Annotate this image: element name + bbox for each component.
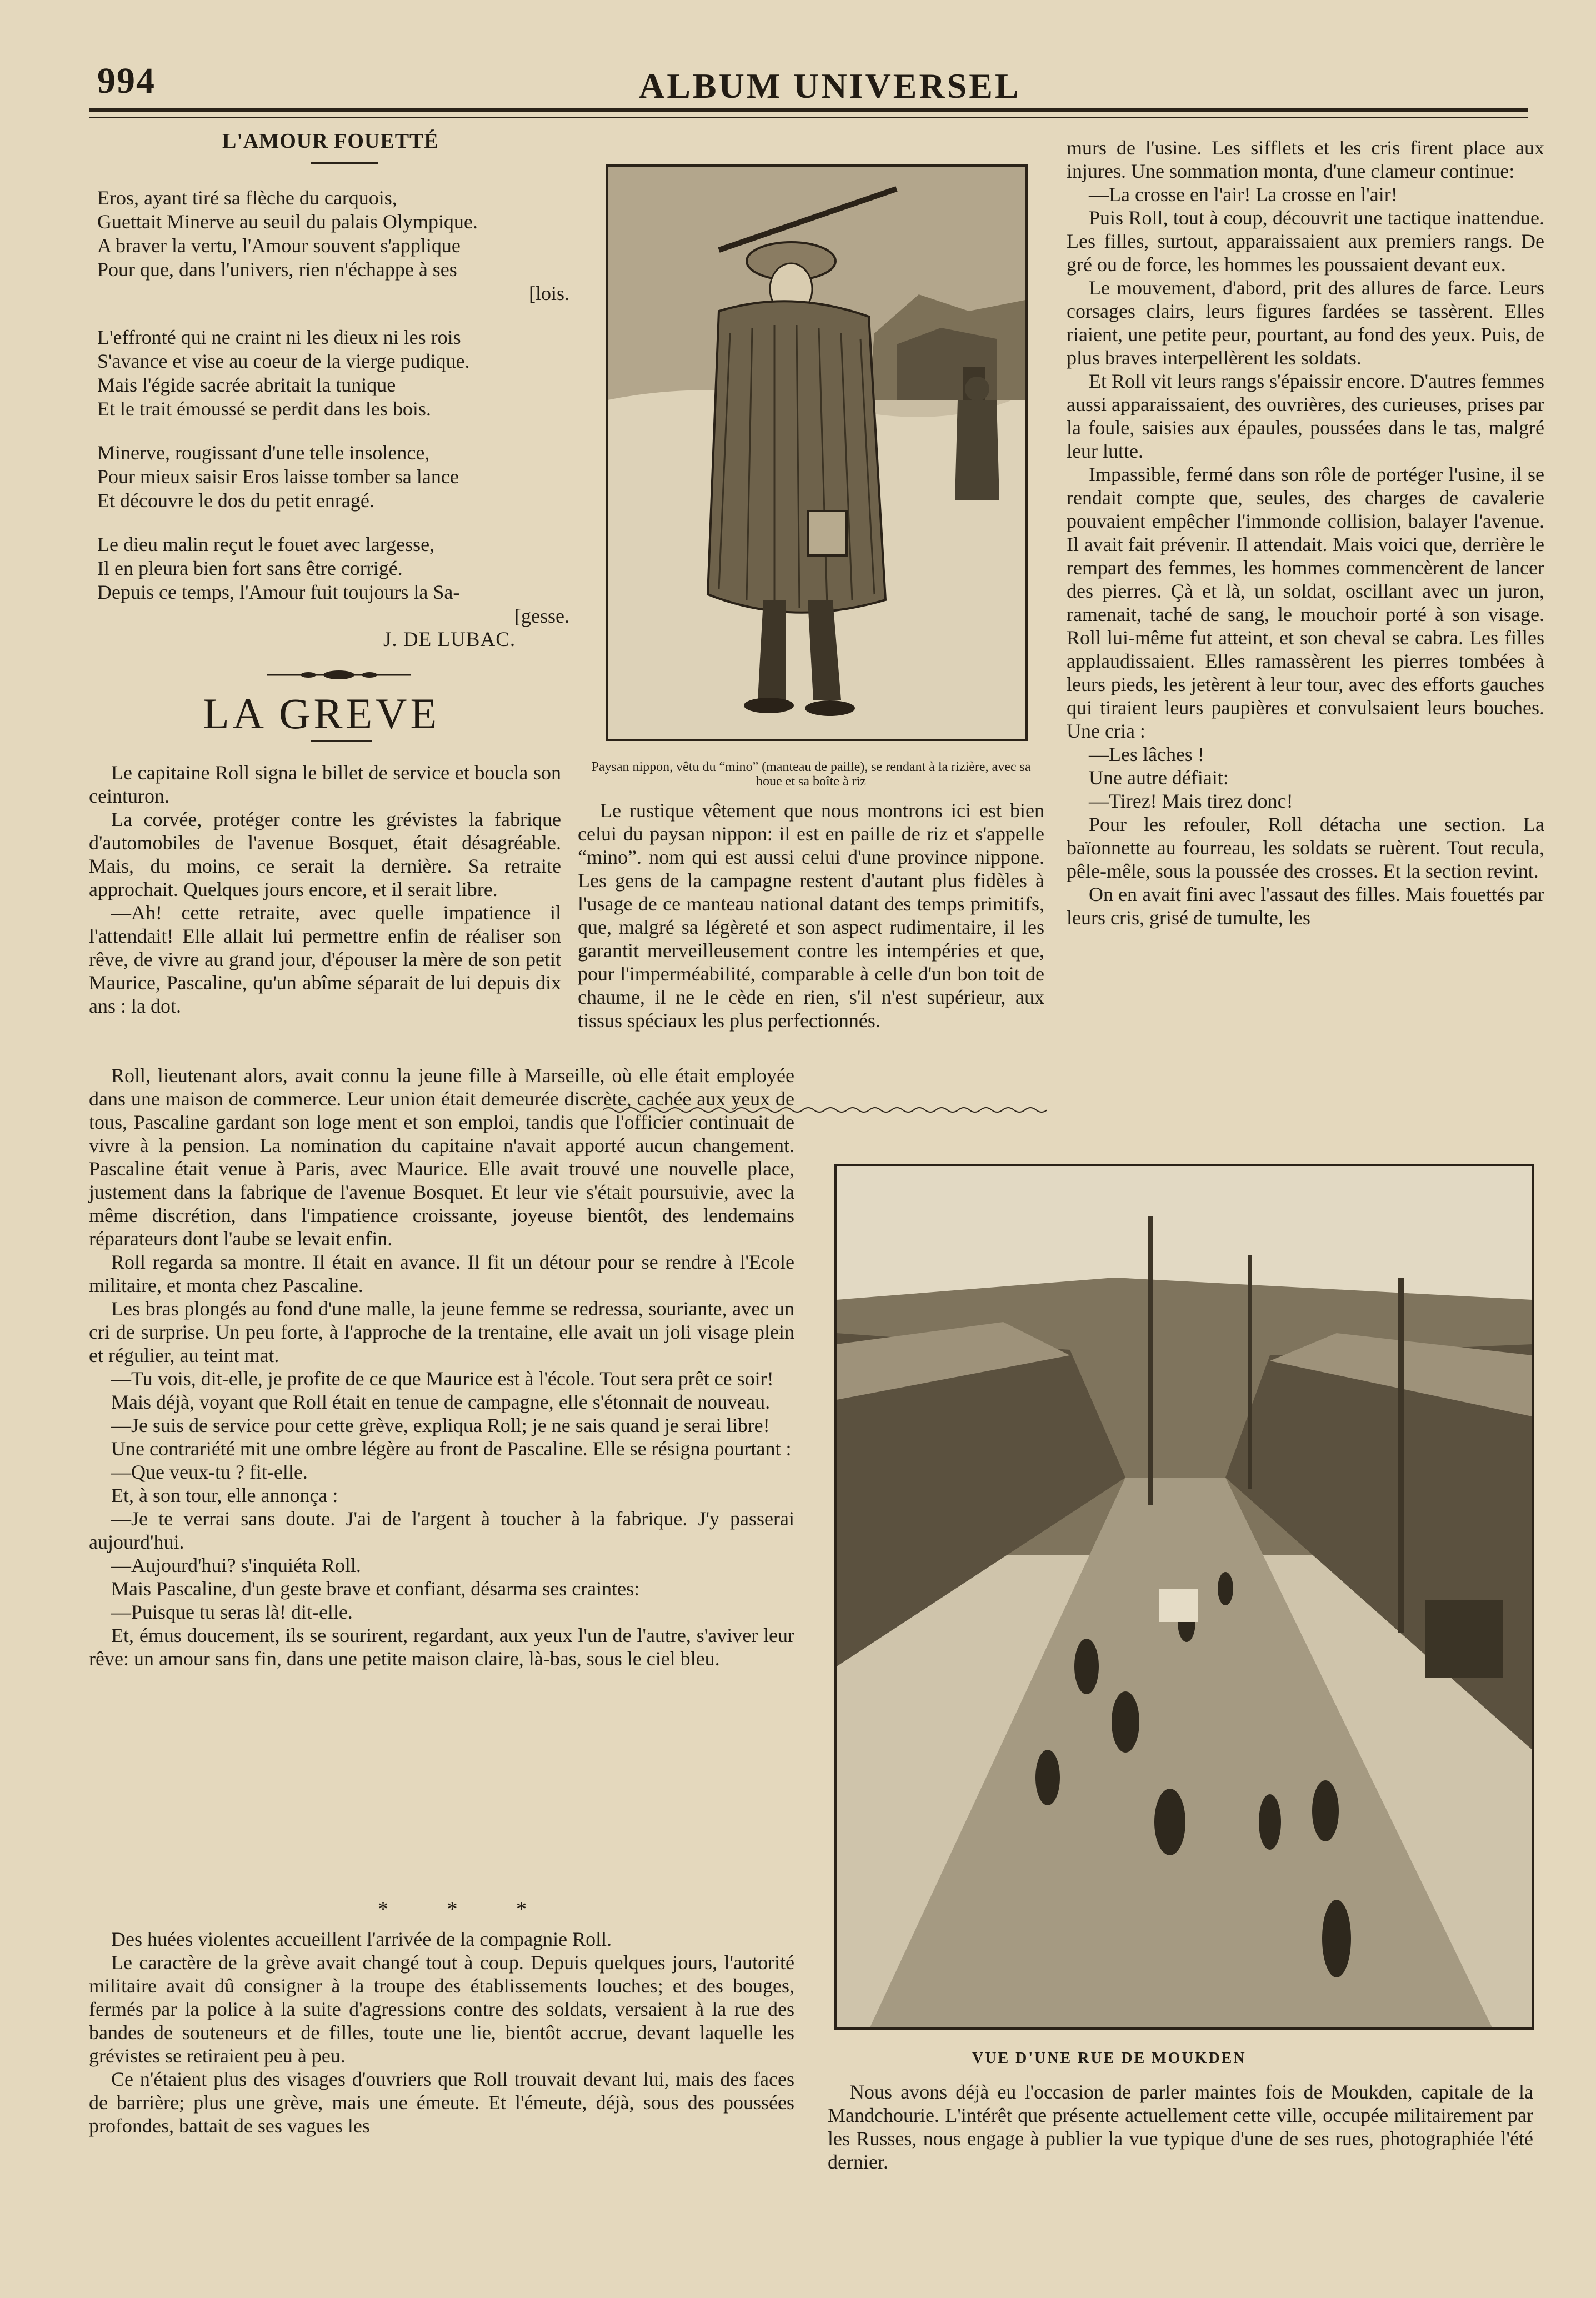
poem-author: J. DE LUBAC. <box>383 628 516 651</box>
paragraph: Le caractère de la grève avait changé tout à coup. Depuis quelques jours, l'autorité militaire avait dû consigner à la troupe des établissements louches; et des bouges, fermés par la police à la suite d'agressions contre des soldats, versaient à la rue des bandes de souteneurs et de filles, toute une lie, bientôt accrue, devant laquelle les grévistes se retiraient peu à peu. <box>89 1951 794 2067</box>
paragraph: —Tu vois, dit-elle, je profite de ce que Maurice est à l'école. Tout sera prêt ce soir! <box>111 1368 774 1390</box>
poem-line: Il en pleura bien fort sans être corrigé. <box>97 557 403 579</box>
poem-title-rule <box>311 162 378 164</box>
poem-line: Et découvre le dos du petit enragé. <box>97 489 374 512</box>
story-title: LA GREVE <box>203 689 441 738</box>
paragraph: —Je te verrai sans doute. J'ai de l'argent à toucher à la fabrique. J'y passerai aujourd'hui. <box>89 1508 794 1553</box>
paragraph: Et, à son tour, elle annonça : <box>111 1484 338 1506</box>
section-separator: * * * <box>378 1898 553 1921</box>
moukden-street-photo <box>834 1164 1534 2030</box>
poem-stanza <box>97 533 569 628</box>
paragraph: Des huées violentes accueillent l'arrivée de la compagnie Roll. <box>111 1928 612 1950</box>
paragraph: Et Roll vit leurs rangs s'épaissir encore. D'autres femmes aussi apparaissaient, des ouvrières, des curieuses, prises par la foule, saisies aux épaules, poussées dans le tas, malgré leur lutte. <box>1067 370 1544 462</box>
paragraph: —La crosse en l'air! La crosse en l'air! <box>1089 183 1398 206</box>
paragraph: Et, émus doucement, ils se sourirent, regardant, aux yeux l'un de l'autre, s'aviver leur rêve: un amour sans fin, dans une petite maison claire, là-bas, sous le ciel bleu. <box>89 1624 794 1670</box>
poem-stanza <box>97 441 569 513</box>
paragraph: Une autre défiait: <box>1089 767 1229 789</box>
peasant-drawing <box>608 167 1025 739</box>
poem-line: Le dieu malin reçut le fouet avec largesse, <box>97 533 435 555</box>
poem-line: L'effronté qui ne craint ni les dieux ni les rois <box>97 326 461 348</box>
poem-line: S'avance et vise au coeur de la vierge pudique. <box>97 350 470 372</box>
paragraph: On en avait fini avec l'assaut des filles. Mais fouettés par leurs cris, grisé de tumulte, les <box>1067 883 1544 929</box>
poem-line: Et le trait émoussé se perdit dans les bois. <box>97 398 431 420</box>
poem-line: Eros, ayant tiré sa flèche du carquois, <box>97 187 397 209</box>
poem-line: Minerve, rougissant d'une telle insolence, <box>97 442 430 464</box>
poem-line: Guettait Minerve au seuil du palais Olympique. <box>97 211 478 233</box>
paragraph: Roll, lieutenant alors, avait connu la jeune fille à Marseille, où elle était employée dans une maison de commerce. Leur union était demeurée discrète, cachée aux yeux de tous, Pascaline gardant son loge ment et son emploi, tandis que l'officier continuait de vivre à la pension. La nomination du capitaine n'avait apporté aucun changement. Pascaline était venue à Paris, avec Maurice. Elle avait trouvé une nouvelle place, justement dans la fabrique de l'avenue Bosquet. Et leur vie s'était poursuivie, avec la même discrétion, dans l'impatience croissante, joyeuse bientôt, des lendemains réparateurs dont l'aube se levait enfin. <box>89 1064 794 1250</box>
poem-title: L'AMOUR FOUETTÉ <box>222 129 439 153</box>
moukden-street-drawing <box>837 1166 1532 2027</box>
paragraph: Mais déjà, voyant que Roll était en tenue de campagne, elle s'étonnait de nouveau. <box>111 1391 771 1413</box>
poem-line: Pour mieux saisir Eros laisse tomber sa lance <box>97 465 459 488</box>
peasant-illustration <box>606 164 1028 741</box>
paragraph: —Je suis de service pour cette grève, expliqua Roll; je ne sais quand je serai libre! <box>111 1414 770 1436</box>
paragraph: —Aujourd'hui? s'inquiéta Roll. <box>111 1554 361 1576</box>
paragraph: —Que veux-tu ? fit-elle. <box>111 1461 308 1483</box>
peasant-caption: Paysan nippon, vêtu du “mino” (manteau de paille), se rendant à la rizière, avec sa houe et sa boîte à riz <box>591 760 1031 789</box>
paragraph: Puis Roll, tout à coup, découvrit une tactique inattendue. Les filles, surtout, apparaissaient aux premiers rangs. De gré ou de force, les hommes les poussaient devant eux. <box>1067 207 1544 276</box>
paragraph: murs de l'usine. Les sifflets et les cris firent place aux injures. Une sommation monta, d'une clameur continue: <box>1067 137 1544 182</box>
story-column-1-cont <box>89 1064 794 1670</box>
paragraph: Pour les refouler, Roll détacha une section. La baïonnette au fourreau, les soldats se ruèrent. Tout recula, pêle-mêle, sous la poussée des crosses. Et la section revint. <box>1067 813 1544 882</box>
paragraph: Le rustique vêtement que nous montrons ici est bien celui du paysan nippon: il est en paille de riz et s'appelle “mino”. nom qui est aussi celui d'une province nippone. Les gens de la campagne restent d'autant plus fidèles à l'usage de ce manteau national datant des temps primitifs, que, malgré sa légèreté et son aspect rudimentaire, il les garantit merveilleusement contre les intempéries et que, pour l'imperméabilité, comparable à celle d'un bon toit de chaume, il ne le cède en rien, s'il n'est supérieur, aux tissus spéciaux les plus perfectionnés. <box>578 799 1044 1032</box>
page-number: 994 <box>97 61 156 101</box>
wavy-divider <box>603 1105 1047 1114</box>
header-rule-thin <box>89 117 1528 118</box>
paragraph: Une contrariété mit une ombre légère au front de Pascaline. Elle se résigna pourtant : <box>111 1438 792 1460</box>
poem-line: Pour que, dans l'univers, rien n'échappe à ses <box>97 258 457 281</box>
poem-stanza <box>97 186 569 306</box>
header-rule <box>89 108 1528 112</box>
poem-line: A braver la vertu, l'Amour souvent s'applique <box>97 234 461 257</box>
paragraph: Le mouvement, d'abord, prit des allures de farce. Leurs corsages clairs, leurs figures fardées se tassèrent. Elles riaient, une petite peur, pourtant, au fond des yeux. Puis, de plus braves interpellèrent les soldats. <box>1067 277 1544 369</box>
moukden-caption: VUE D'UNE RUE DE MOUKDEN <box>972 2050 1247 2067</box>
mino-article <box>578 799 1044 1032</box>
paragraph: —Puisque tu seras là! dit-elle. <box>111 1601 353 1623</box>
story-column-1-part2 <box>89 1927 794 2137</box>
paragraph: —Tirez! Mais tirez donc! <box>1089 790 1293 812</box>
poem-body <box>97 186 569 628</box>
paragraph: Impassible, fermé dans son rôle de portéger l'usine, il se rendait compte que, seules, des charges de cavalerie pouvaient empêcher l'immonde collision, balayer l'avenue. Il avait fait prévenir. Il attendait. Mais voici que, derrière le rempart des femmes, les hommes commencèrent de lancer des pierres. Çà et là, un soldat, oscillant avec un juron, ramenait, taché de sang, le mouchoir porté à son visage. Roll lui-même fut atteint, et son cheval se cabra. Les filles applaudissaient. Elles ramassèrent les pierres tombées à leurs pieds, les jetèrent à leur tour, avec des efforts gauches qui tiraient leurs paupières et convulsaient leurs bouches. Une cria : <box>1067 463 1544 742</box>
story-column-3 <box>1067 136 1544 929</box>
paragraph: La corvée, protéger contre les grévistes la fabrique d'automobiles de l'avenue Bosquet, était désagréable. Mais, du moins, ce serait la dernière. Sa retraite approchait. Quelques jours encore, et il serait libre. <box>89 808 561 900</box>
moukden-article <box>828 2080 1533 2174</box>
paragraph: Nous avons déjà eu l'occasion de parler maintes fois de Moukden, capitale de la Mandchourie. L'intérêt que présente actuellement cette ville, occupée militairement par les Russes, nous engage à publier la vue typique d'une de ses rues, photographiée l'été dernier. <box>828 2081 1533 2173</box>
poem-line: Depuis ce temps, l'Amour fuit toujours la Sa- <box>97 581 460 603</box>
story-column-1 <box>89 761 561 1018</box>
paragraph: Roll regarda sa montre. Il était en avance. Il fit un détour pour se rendre à l'Ecole militaire, et monta chez Pascaline. <box>89 1251 794 1296</box>
paragraph: —Ah! cette retraite, avec quelle impatience il l'attendait! Elle allait lui permettre enfin de réaliser son rêve, de vivre au grand jour, d'épouser la mère de son petit Maurice, Pascaline, qu'un abîme séparait de lui depuis dix ans : la dot. <box>89 902 561 1017</box>
story-title-rule <box>311 740 372 742</box>
masthead-title: ALBUM UNIVERSEL <box>639 66 1021 106</box>
poem-line: Mais l'égide sacrée abritait la tunique <box>97 374 396 396</box>
paragraph: Mais Pascaline, d'un geste brave et confiant, désarma ses craintes: <box>111 1578 640 1600</box>
paragraph: Ce n'étaient plus des visages d'ouvriers que Roll trouvait devant lui, mais des faces de barrière; plus une grève, mais une émeute. Et l'émeute, déjà, sous des poussées profondes, battait de ses vagues les <box>89 2068 794 2137</box>
poem-line: [lois. <box>528 282 569 304</box>
poem-line: [gesse. <box>514 605 569 627</box>
poem-stanza <box>97 326 569 421</box>
ornament-divider <box>267 667 411 683</box>
paragraph: —Les lâches ! <box>1089 743 1204 765</box>
paragraph: Le capitaine Roll signa le billet de service et boucla son ceinturon. <box>89 762 561 807</box>
paragraph: Les bras plongés au fond d'une malle, la jeune femme se redressa, souriante, avec un cri de surprise. Un peu forte, à l'approche de la trentaine, elle avait un joli visage plein et régulier, au teint mat. <box>89 1298 794 1366</box>
